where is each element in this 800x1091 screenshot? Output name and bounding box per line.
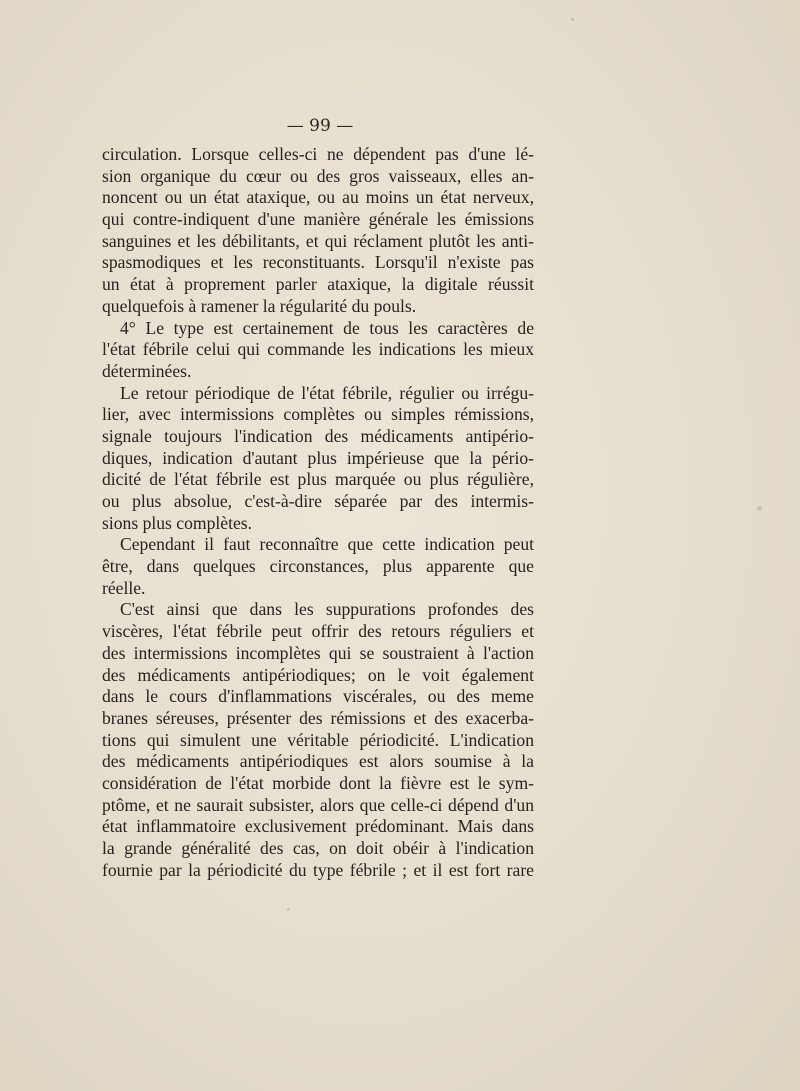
text-line: l'état fébrile celui qui commande les indications les mieux [102, 339, 534, 360]
text-line: circulation. Lorsque celles-ci ne dépendent pas d'une lé- [102, 144, 534, 164]
text-line: Cependant il faut reconnaître que cette indication peut [120, 534, 534, 555]
text-line: branes séreuses, présenter des rémissions et des exacerba- [102, 707, 534, 728]
text-line: être, dans quelques circonstances, plus apparente que [102, 556, 534, 577]
text-line: lier, avec intermissions complètes ou simples rémissions, [102, 404, 534, 425]
text-line: C'est ainsi que dans les suppurations profondes des [120, 599, 534, 620]
text-line: noncent ou un état ataxique, ou au moins un état nerveux, [102, 187, 534, 208]
text-line: Le retour périodique de l'état fébrile, régulier ou irrégu- [120, 382, 534, 403]
text-line: sanguines et les débilitants, et qui réclament plutôt les anti- [102, 230, 534, 251]
text-line: 4° Le type est certainement de tous les caractères de [120, 317, 534, 338]
text-line: diques, indication d'autant plus impérieuse que la pério- [102, 447, 534, 468]
paper-speck [287, 908, 290, 911]
text-line: des médicaments antipériodiques; on le voit également [102, 664, 534, 685]
text-line: dicité de l'état fébrile est plus marquée ou plus régulière, [102, 469, 534, 490]
text-line: ou plus absolue, c'est-à-dire séparée par des intermis- [102, 491, 534, 511]
text-line: fournie par la périodicité du type fébrile ; et il est fort rare [102, 859, 534, 880]
text-line: réelle. [102, 577, 146, 598]
text-line: ptôme, et ne saurait subsister, alors que celle-ci dépend d'un [102, 794, 534, 815]
text-line: signale toujours l'indication des médicaments antipério- [102, 425, 534, 446]
text-line: quelquefois à ramener la régularité du pouls. [102, 295, 417, 316]
text-line: un état à proprement parler ataxique, la digitale réussit [102, 274, 534, 295]
paper-speck [757, 506, 762, 511]
text-line: tions qui simulent une véritable périodicité. L'indication [102, 729, 534, 750]
text-line: des intermissions incomplètes qui se soustraient à l'action [102, 642, 534, 663]
paper-speck [571, 18, 574, 21]
text-line: des médicaments antipériodiques est alors soumise à la [102, 751, 534, 772]
page-number: — 99 — [286, 116, 354, 136]
text-line: sion organique du cœur ou des gros vaisseaux, elles an- [102, 165, 534, 186]
text-line: viscères, l'état fébrile peut offrir des retours réguliers et [102, 621, 534, 642]
text-line: déterminées. [102, 360, 192, 381]
body-text [102, 144, 534, 881]
text-line: dans le cours d'inflammations viscérales, ou des meme [102, 686, 534, 707]
text-line: état inflammatoire exclusivement prédominant. Mais dans [102, 816, 534, 837]
text-line: spasmodiques et les reconstituants. Lorsqu'il n'existe pas [102, 252, 534, 273]
text-line: la grande généralité des cas, on doit obéir à l'indication [102, 838, 534, 858]
text-line: considération de l'état morbide dont la fièvre est le sym- [102, 772, 534, 793]
text-line: sions plus complètes. [102, 512, 253, 533]
text-line: qui contre-indiquent d'une manière générale les émissions [102, 209, 534, 230]
